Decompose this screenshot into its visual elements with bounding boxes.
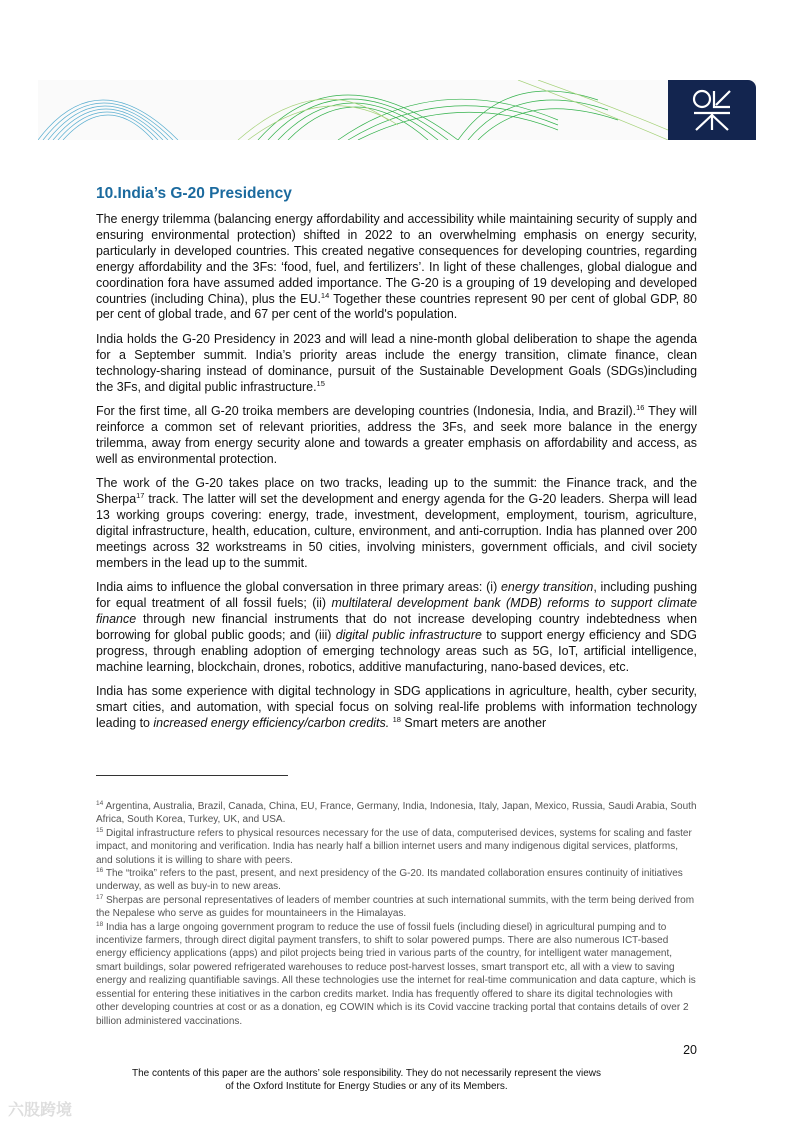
paragraph xyxy=(96,404,697,468)
paragraph-text: Together these countries represent 90 per cent of global GDP, 80 per cent of global trade, and 67 per cent of the world's population. xyxy=(96,291,697,322)
emphasis-text: energy transition xyxy=(501,580,594,595)
footnote xyxy=(96,867,697,894)
paragraph-text: to support energy efficiency and SDG progress, through enabling adoption of emerging technology areas such as 5G, IoT, artificial intelligence, machine learning, blockchain, drones, robotics, additive manufacturing, nano-based devices, etc. xyxy=(96,627,697,674)
footnote-reference: 16 xyxy=(636,402,645,412)
paragraph xyxy=(96,212,697,323)
paragraph xyxy=(96,580,697,675)
paragraph-text: India holds the G-20 Presidency in 2023 and will lead a nine-month global deliberation to shape the agenda for a September summit. India’s priority areas include the energy transition, climate finance, clean technology-sharing instead of dominance, pursuit of the Sustainable Development Goals (SDGs)including the 3Fs, and digital public infrastructure. xyxy=(96,331,697,394)
paragraph-text: They will reinforce a common set of relevant priorities, address the 3Fs, and seek more balance in the energy trilemma, away from energy security alone and towards a greater emphasis on affordability and access, as well as environmental protection. xyxy=(96,403,697,466)
paragraph-text: India aims to influence the global conversation in three primary areas: (i) xyxy=(96,580,502,595)
paragraph-text: The work of the G-20 takes place on two tracks, leading up to the summit: the Finance track, and the Sherpa xyxy=(96,476,697,506)
page-footer xyxy=(96,1067,637,1093)
footnote-text: Digital infrastructure refers to physical resources necessary for the use of data, computerised devices, systems for scaling and faster impact, and monitoring and verification. India has nearly half a billion internet users and many indigenous digital services, platforms, and solutions it is willing to share with peers. xyxy=(96,827,692,866)
emphasis-text: digital public infrastructure xyxy=(335,627,482,642)
footnote-number: 18 xyxy=(96,920,104,928)
wave-pattern-graphic xyxy=(38,80,668,140)
footnote-reference: 15 xyxy=(316,378,325,388)
footer-line-2: of the Oxford Institute for Energy Studies or any of its Members. xyxy=(225,1081,508,1092)
paragraph-text: through new financial instruments that do not increase developing country indebtedness when borrowing for global public goods; and (iii) xyxy=(96,611,697,642)
footnote-number: 17 xyxy=(96,893,104,901)
emphasis-text: multilateral development bank (MDB) reforms to support climate finance xyxy=(96,595,697,626)
oies-logo-icon xyxy=(690,88,734,132)
footnote xyxy=(96,921,697,1028)
watermark: 六股跨境 xyxy=(8,1102,73,1119)
paragraph-text: Smart meters are another xyxy=(400,715,547,730)
paragraph-text: , including pushing for equal treatment of all fossil fuels; (ii) xyxy=(96,580,698,610)
footnote-number: 16 xyxy=(96,867,104,875)
footnote-reference: 18 xyxy=(392,714,401,724)
footnote xyxy=(96,894,697,921)
paragraph-text: For the first time, all G-20 troika members are developing countries (Indonesia, India, and Brazil). xyxy=(96,403,637,418)
footnote-text: The “troika” refers to the past, present, and next presidency of the G-20. Its mandated collaboration ensures continuity of initiatives underway, as well as buy-in to new areas. xyxy=(96,868,683,893)
paragraph xyxy=(96,684,697,732)
footnote-text: Argentina, Australia, Brazil, Canada, China, EU, France, Germany, India, Indonesia, Italy, Japan, Mexico, Russia, Saudi Arabia, South Africa, South Korea, Turkey, UK, and USA. xyxy=(96,801,697,826)
footnote-text: India has a large ongoing government program to reduce the use of fossil fuels (including diesel) in agricultural pumping and to incentivize farmers, through direct digital payment transfers, to shift to solar powered pumps. There are also numerous ICT-based energy efficiency applications (apps) and pilot projects being tried in various parts of the country, for intelligent water management, smart buildings, solar powered refrigerated warehouses to reduce post-harvest losses, smart transport etc, all with a view to saving energy and realizing quantifiable savings. All these technologies use the internet for real-time communication and data capture, which is essential for entering these initiatives in the carbon credits market. India has frequently offered to share its digital technologies with other developing countries at cost or as a donation, eg COWIN which is its Covid vaccine tracking portal that contains details of over 2 billion administered vaccinations. xyxy=(96,921,696,1027)
paragraph xyxy=(96,476,697,571)
footnote-text: Sherpas are personal representatives of leaders of member countries at such international summits, with the term being derived from the Nepalese who serve as guides for mountaineers in the Himalayas. xyxy=(96,894,695,920)
footnote xyxy=(96,800,697,827)
footnote-reference: 14 xyxy=(320,290,330,300)
paragraph-text: India has some experience with digital technology in SDG applications in agriculture, health, cyber security, smart cities, and automation, with special focus on solving real-life problems with information technology leading to xyxy=(96,683,697,730)
footer-line-1: The contents of this paper are the authors’ sole responsibility. They do not necessarily represent the views xyxy=(132,1068,601,1079)
paragraph-text: The energy trilemma (balancing energy affordability and accessibility while maintaining security of supply and ensuring environmental protection) shifted in 2022 to an overwhelming emphasis on energy security, particularly in developed countries. This created negative consequences for developing countries, regarding energy affordability and the 3Fs: ‘food, fuel, and fertilizers’. In light of these challenges, global dialogue and coordination fora have assumed added importance. The G-20 is a grouping of 19 developing and developed countries (including China), plus the EU. xyxy=(96,212,697,306)
page-number: 20 xyxy=(683,1043,697,1057)
section-title: 10.India’s G-20 Presidency xyxy=(96,185,292,202)
footnotes xyxy=(96,800,697,1028)
paragraph xyxy=(96,332,697,396)
footnote-number: 15 xyxy=(96,826,104,834)
footnote-divider xyxy=(96,775,288,776)
header-banner xyxy=(38,80,756,140)
footnote-reference: 17 xyxy=(136,491,145,500)
body-text xyxy=(96,212,697,740)
emphasis-text: increased energy efficiency/carbon credits. xyxy=(153,715,390,730)
oies-logo xyxy=(668,80,756,140)
footnote xyxy=(96,827,697,867)
paragraph-text: track. The latter will set the development and energy agenda for the G-20 leaders. Sherpa will lead 13 working groups covering: energy, trade, investment, development, employment, tourism, agriculture, digital infrastructure, health, education, culture, environment, and anti-corruption. India has planned over 200 meetings across 32 workstreams in 50 cities, involving ministers, government officials, and civil society members in the lead up to the summit. xyxy=(96,492,697,570)
footnote-number: 14 xyxy=(96,800,104,807)
